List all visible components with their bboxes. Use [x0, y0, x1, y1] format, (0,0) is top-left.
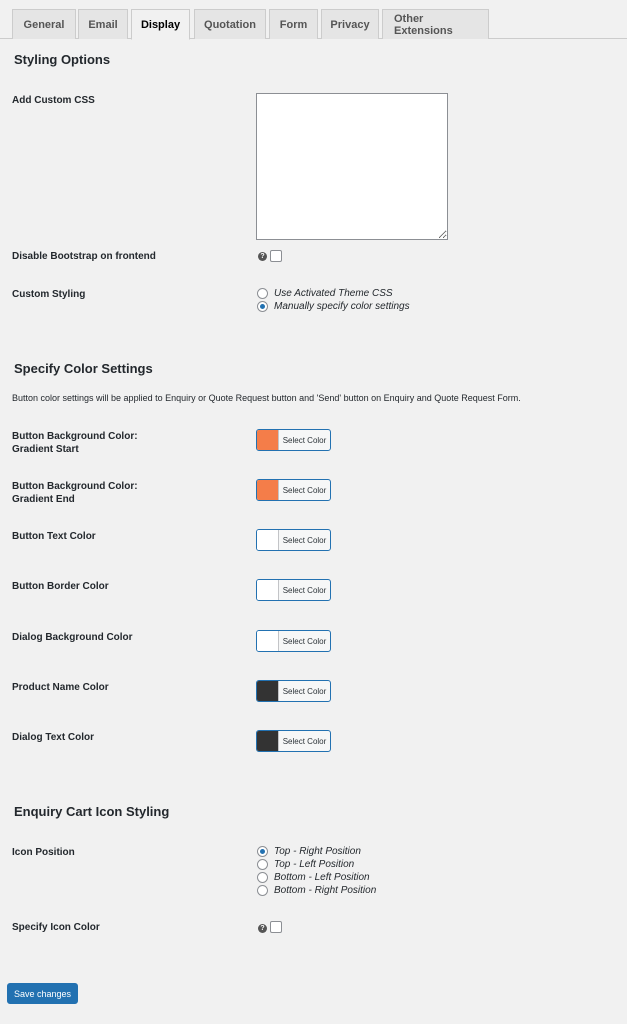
dialog-text-color-button[interactable]: [256, 730, 331, 752]
select-color-label: Select Color: [282, 736, 327, 746]
custom-styling-label: Custom Styling: [12, 289, 86, 300]
select-color-label: Select Color: [282, 636, 327, 646]
disable-bootstrap-checkbox[interactable]: [270, 250, 282, 262]
button-border-color-button[interactable]: [256, 579, 331, 601]
radio-button[interactable]: [257, 859, 268, 870]
gradient-end-label: [12, 480, 138, 506]
select-color-label: Select Color: [282, 485, 327, 495]
radio-label: Bottom - Left Position: [274, 872, 370, 883]
dialog-background-color-button[interactable]: [256, 630, 331, 652]
custom-css-textarea[interactable]: [256, 93, 448, 240]
select-color-label: Select Color: [282, 686, 327, 696]
disable-bootstrap-label: Disable Bootstrap on frontend: [12, 251, 156, 262]
help-icon[interactable]: ?: [258, 924, 267, 933]
radio-label: Bottom - Right Position: [274, 885, 377, 896]
button-text-color-label: Button Text Color: [12, 531, 96, 542]
radio-top-right[interactable]: [257, 845, 361, 858]
button-border-color-label: Button Border Color: [12, 581, 109, 592]
color-swatch: [257, 430, 279, 450]
color-swatch: [257, 631, 279, 651]
color-settings-heading: Specify Color Settings: [14, 361, 153, 376]
radio-label: Top - Right Position: [274, 846, 361, 857]
radio-top-left[interactable]: [257, 858, 354, 871]
icon-color-label: Specify Icon Color: [12, 922, 100, 933]
button-text-color-button[interactable]: [256, 529, 331, 551]
product-name-color-button[interactable]: [256, 680, 331, 702]
gradient-start-color-button[interactable]: [256, 429, 331, 451]
tab-form[interactable]: Form: [269, 9, 318, 39]
radio-bottom-right[interactable]: [257, 884, 376, 897]
radio-button[interactable]: [257, 301, 268, 312]
radio-label: Top - Left Position: [274, 859, 355, 870]
select-color-label: Select Color: [282, 585, 327, 595]
gradient-start-label: [12, 430, 138, 456]
radio-button[interactable]: [257, 846, 268, 857]
dialog-background-color-label: Dialog Background Color: [12, 632, 133, 643]
tab-email[interactable]: Email: [78, 9, 128, 39]
select-color-label: Select Color: [282, 535, 327, 545]
help-icon[interactable]: ?: [258, 252, 267, 261]
radio-bottom-left[interactable]: [257, 871, 370, 884]
tab-general[interactable]: General: [12, 9, 76, 39]
tab-quotation[interactable]: Quotation: [194, 9, 266, 39]
label-line: Button Background Color:: [12, 431, 138, 442]
custom-css-label: Add Custom CSS: [12, 95, 95, 106]
icon-color-checkbox[interactable]: [270, 921, 282, 933]
color-swatch: [257, 480, 279, 500]
radio-button[interactable]: [257, 288, 268, 299]
tab-other-extensions[interactable]: Other Extensions: [382, 9, 489, 39]
icon-position-label: Icon Position: [12, 847, 75, 858]
radio-label: Use Activated Theme CSS: [274, 288, 393, 299]
radio-manual-colors[interactable]: [257, 300, 410, 313]
tab-privacy[interactable]: Privacy: [321, 9, 379, 39]
color-settings-description: Button color settings will be applied to Enquiry or Quote Request button and 'Send' button on Enquiry and Quote Request Form.: [12, 393, 521, 403]
dialog-text-color-label: Dialog Text Color: [12, 732, 95, 743]
radio-label: Manually specify color settings: [274, 301, 410, 312]
settings-tabs: [0, 0, 627, 39]
tab-display[interactable]: Display: [131, 9, 190, 40]
label-line: Gradient Start: [12, 444, 79, 455]
save-changes-button[interactable]: Save changes: [7, 983, 78, 1004]
radio-button[interactable]: [257, 872, 268, 883]
styling-options-heading: Styling Options: [14, 52, 111, 67]
cart-icon-heading: Enquiry Cart Icon Styling: [14, 804, 170, 819]
color-swatch: [257, 580, 279, 600]
label-line: Gradient End: [12, 494, 75, 505]
label-line: Button Background Color:: [12, 481, 138, 492]
select-color-label: Select Color: [282, 435, 327, 445]
color-swatch: [257, 681, 279, 701]
color-swatch: [257, 731, 279, 751]
product-name-color-label: Product Name Color: [12, 682, 109, 693]
radio-use-theme-css[interactable]: [257, 287, 393, 300]
color-swatch: [257, 530, 279, 550]
radio-button[interactable]: [257, 885, 268, 896]
gradient-end-color-button[interactable]: [256, 479, 331, 501]
